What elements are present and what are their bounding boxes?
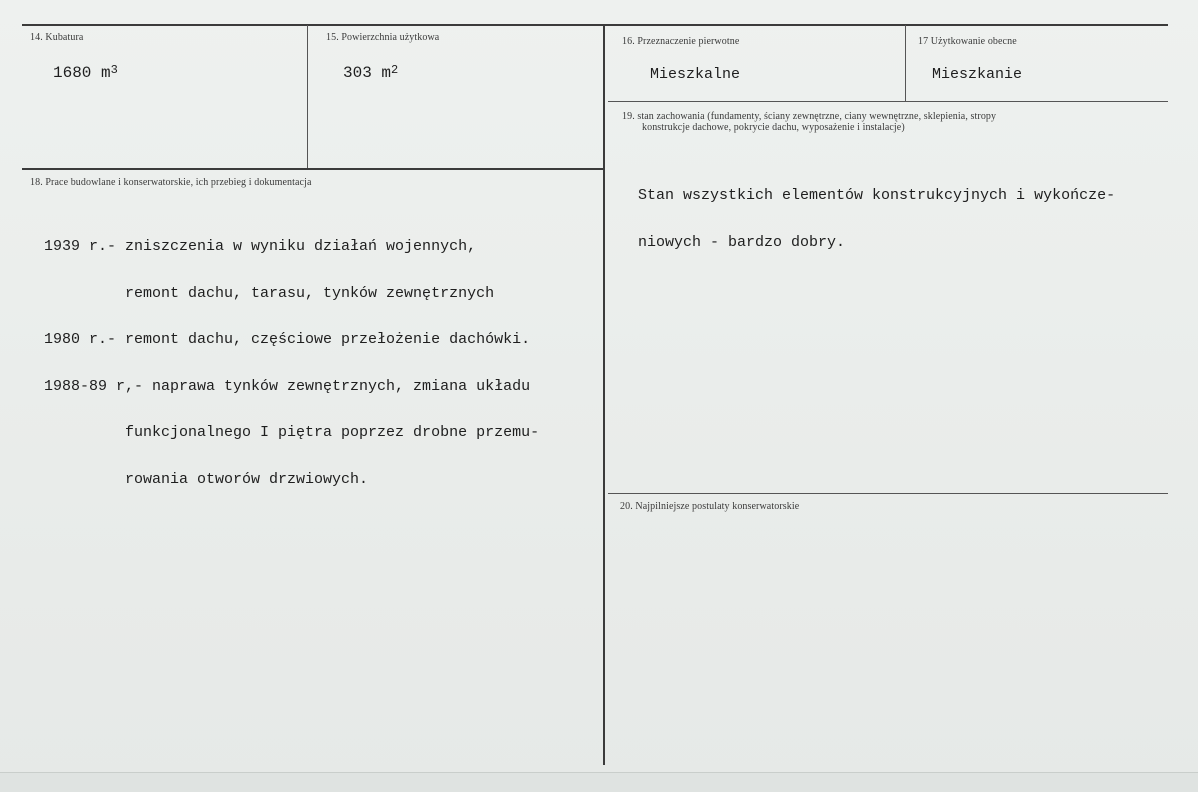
kubatura-label: 14. Kubatura — [30, 32, 84, 43]
prace-budowlane-text — [44, 208, 539, 518]
prace-line: funkcjonalnego I piętra poprzez drobne przemu- — [44, 424, 540, 441]
postulaty-label: 20. Najpilniejsze postulaty konserwatorskie — [620, 501, 800, 512]
powierzchnia-exponent: 2 — [391, 63, 399, 77]
prace-budowlane-label: 18. Prace budowlane i konserwatorskie, ich przebieg i dokumentacja — [30, 177, 312, 188]
powierzchnia-number: 303 m — [343, 64, 392, 82]
top-border-line — [22, 24, 1168, 26]
kubatura-value — [53, 63, 118, 82]
stan-zachowania-label-line1: 19. stan zachowania (fundamenty, ściany zewnętrzne, ciany wewnętrzne, sklepienia, stropy — [622, 111, 997, 122]
prace-line: 1980 r.- remont dachu, częściowe przełożenie dachówki. — [44, 331, 531, 348]
col14-15-divider — [307, 25, 308, 168]
kubatura-number: 1680 m — [53, 64, 111, 82]
prace-line: rowania otworów drzwiowych. — [44, 470, 369, 488]
uzytkowanie-value: Mieszkanie — [932, 66, 1023, 83]
stan-zachowania-label — [622, 111, 1162, 133]
przeznaczenie-value: Mieszkalne — [650, 66, 741, 83]
stan-line: niowych - bardzo dobry. — [638, 233, 846, 251]
main-vertical-divider — [603, 25, 605, 765]
card-bottom-edge — [0, 772, 1198, 792]
prace-line: 1939 r.- zniszczenia w wyniku działań wojennych, — [44, 238, 477, 255]
przeznaczenie-label: 16. Przeznaczenie pierwotne — [622, 36, 740, 47]
row1-divider-right — [608, 101, 1168, 102]
kubatura-exponent: 3 — [110, 63, 118, 77]
powierzchnia-label: 15. Powierzchnia użytkowa — [326, 32, 440, 43]
col16-17-divider — [905, 25, 906, 101]
prace-line: remont dachu, tarasu, tynków zewnętrznych — [44, 284, 495, 302]
row1-divider-left — [22, 168, 604, 170]
uzytkowanie-label: 17 Użytkowanie obecne — [918, 36, 1017, 47]
stan-line: Stan wszystkich elementów konstrukcyjnych i wykończe- — [638, 187, 1116, 204]
stan-zachowania-text — [638, 157, 1115, 281]
powierzchnia-value — [343, 63, 399, 82]
prace-line: 1988-89 r,- naprawa tynków zewnętrznych, zmiana układu — [44, 377, 531, 395]
stan-zachowania-label-line2: konstrukcje dachowe, pokrycie dachu, wyposażenie i instalacje) — [642, 122, 905, 133]
section20-divider — [608, 493, 1168, 494]
